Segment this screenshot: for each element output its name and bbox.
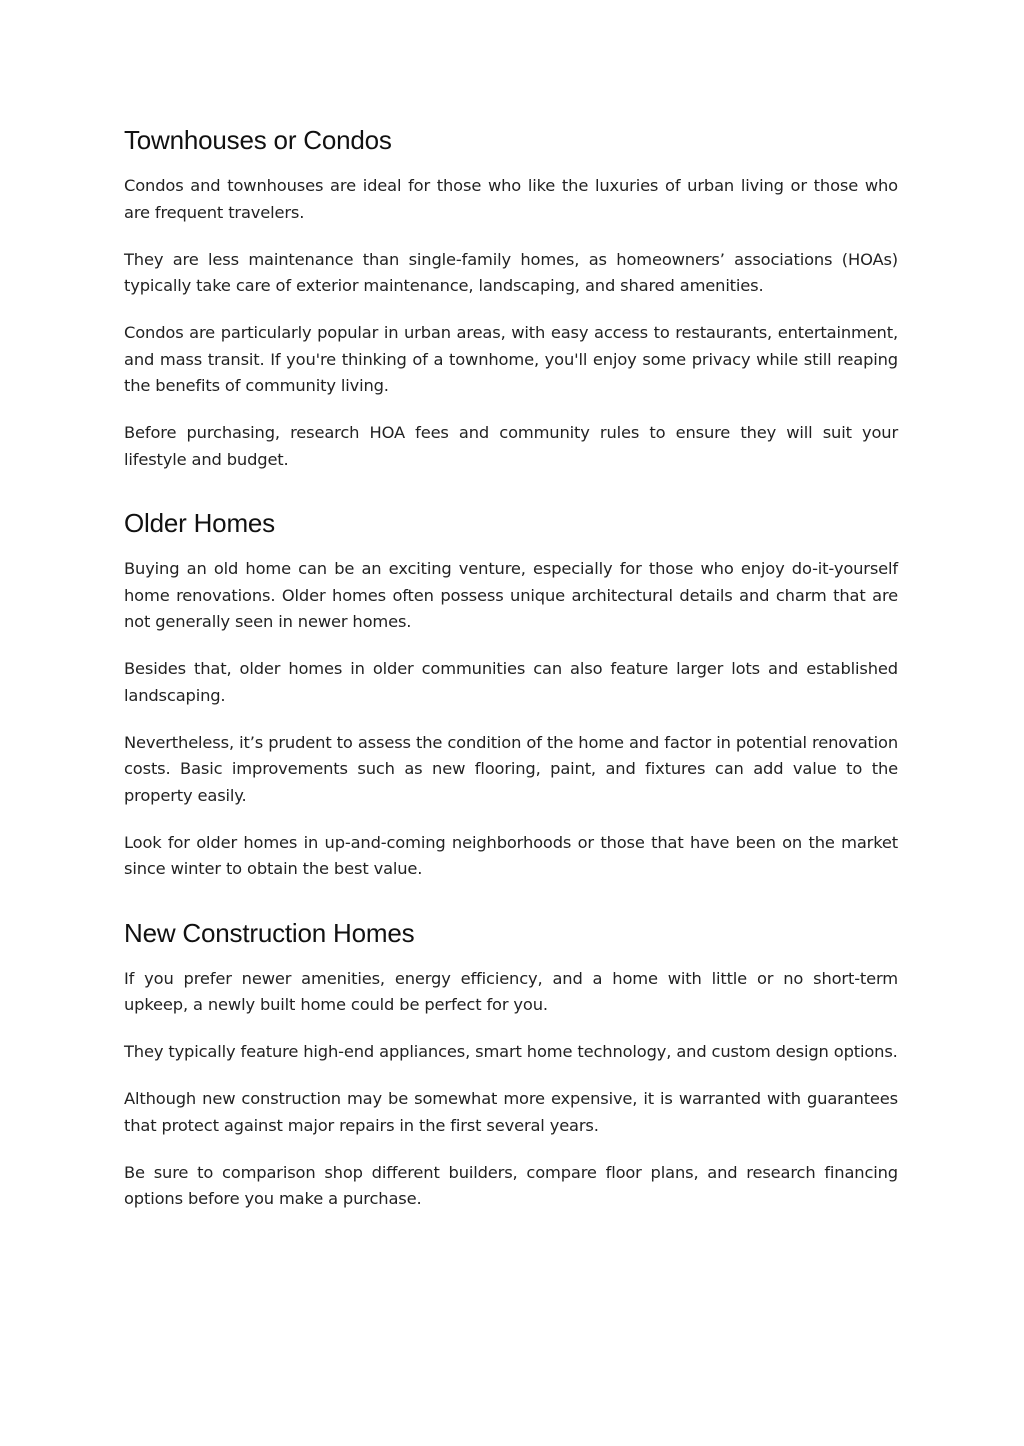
section-heading: Townhouses or Condos bbox=[124, 125, 392, 155]
paragraph: Although new construction may be somewhat more expensive, it is warranted with guarantees that protect against major repairs in the first several years. bbox=[124, 1089, 898, 1135]
section-heading: New Construction Homes bbox=[124, 917, 415, 948]
paragraph: Be sure to comparison shop different builders, compare floor plans, and research financing options before you make a purchase. bbox=[124, 1162, 898, 1208]
paragraph: Condos and townhouses are ideal for those who like the luxuries of urban living or those who are frequent travelers. bbox=[124, 176, 898, 222]
paragraph: Look for older homes in up-and-coming neighborhoods or those that have been on the market since winter to obtain the best value. bbox=[124, 832, 898, 878]
section-townhouses-condos bbox=[124, 120, 898, 473]
paragraph: They are less maintenance than single-family homes, as homeowners’ associations (HOAs) typically take care of exterior maintenance, landscaping, and shared amenities. bbox=[124, 249, 898, 295]
section-new-construction-homes bbox=[124, 913, 898, 1213]
section-heading: Older Homes bbox=[124, 508, 275, 538]
paragraph: Condos are particularly popular in urban areas, with easy access to restaurants, entertainment, and mass transit. If you're thinking of a townhome, you'll enjoy some privacy while still reaping the benefits of community living. bbox=[124, 323, 898, 395]
paragraph: Nevertheless, it’s prudent to assess the condition of the home and factor in potential renovation costs. Basic improvements such as new flooring, paint, and fixtures can add value to the property easily. bbox=[124, 732, 898, 805]
section-older-homes bbox=[124, 503, 898, 883]
paragraph: Buying an old home can be an exciting venture, especially for those who enjoy do-it-yourself home renovations. Older homes often possess unique architectural details and charm that are not generally seen in newer homes. bbox=[124, 559, 898, 631]
paragraph: They typically feature high-end appliances, smart home technology, and custom design options. bbox=[124, 1042, 898, 1061]
paragraph: Besides that, older homes in older communities can also feature larger lots and established landscaping. bbox=[124, 659, 898, 705]
paragraph: If you prefer newer amenities, energy efficiency, and a home with little or no short-term upkeep, a newly built home could be perfect for you. bbox=[124, 968, 898, 1014]
paragraph: Before purchasing, research HOA fees and community rules to ensure they will suit your lifestyle and budget. bbox=[124, 423, 898, 469]
document-page bbox=[124, 120, 898, 1213]
